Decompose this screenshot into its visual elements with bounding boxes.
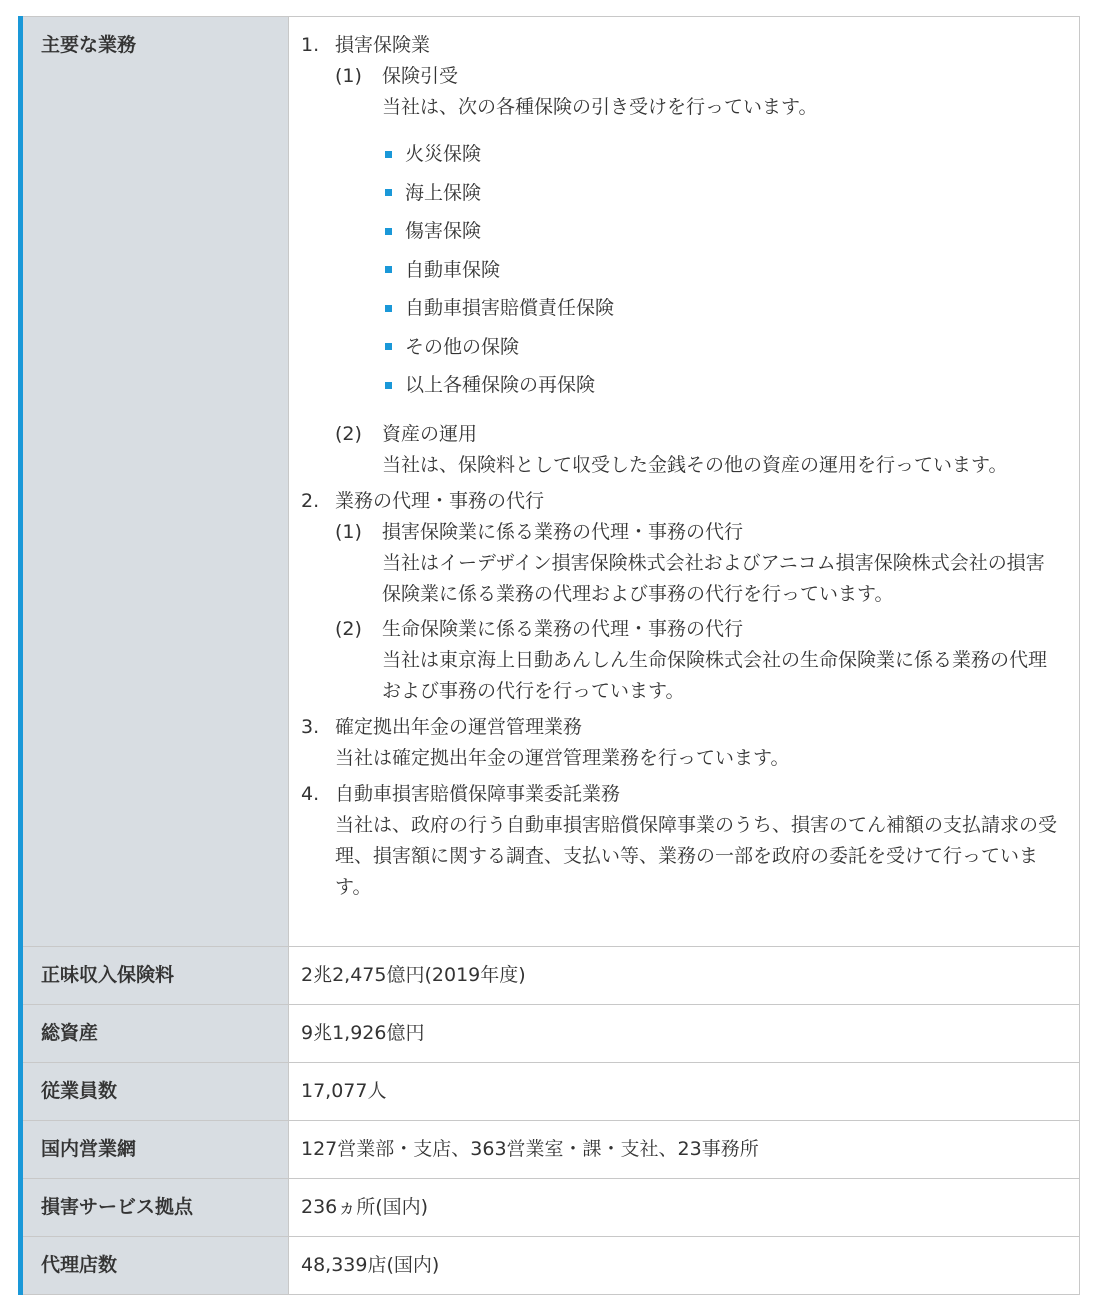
- sub-desc: 当社はイーデザイン損害保険株式会社およびアニコム損害保険株式会社の損害保険業に係る業務の代理および事務の代行を行っています。: [382, 551, 1045, 605]
- item-number: 4.: [301, 782, 320, 805]
- list-item: [382, 212, 1059, 251]
- sub-item-1-2: [335, 419, 1059, 481]
- square-bullet-icon: [385, 382, 392, 389]
- business-item-3: [301, 712, 1059, 774]
- square-bullet-icon: [385, 305, 392, 312]
- sub-desc: 当社は東京海上日動あんしん生命保険株式会社の生命保険業に係る業務の代理および事務の代行を行っています。: [382, 648, 1048, 702]
- row-label-business: 主要な業務: [21, 17, 289, 947]
- sub-title: 生命保険業に係る業務の代理・事務の代行: [382, 617, 744, 640]
- row-label-claims-bases: 損害サービス拠点: [21, 1179, 289, 1237]
- row-value-claims-bases: 236ヵ所(国内): [289, 1179, 1080, 1237]
- sub-title: 資産の運用: [382, 422, 478, 445]
- square-bullet-icon: [385, 151, 392, 158]
- sub-number: (2): [335, 422, 362, 445]
- row-value-network: 127営業部・支店、363営業室・課・支社、23事務所: [289, 1121, 1080, 1179]
- insurance-types: [382, 135, 1059, 405]
- sub-desc: 当社は、次の各種保険の引き受けを行っています。: [382, 96, 818, 118]
- row-value-premium: 2兆2,475億円(2019年度): [289, 947, 1080, 1005]
- sub-list: [335, 517, 1059, 707]
- sub-list: [335, 61, 1059, 481]
- sub-item-2-2: [335, 614, 1059, 707]
- sub-item-1-1: [335, 61, 1059, 415]
- sub-desc: 当社は、保険料として収受した金銭その他の資産の運用を行っています。: [382, 453, 1008, 476]
- row-premium: [21, 947, 1080, 1005]
- business-content: [289, 17, 1080, 947]
- item-title: 損害保険業: [335, 34, 431, 56]
- sub-number: (1): [335, 65, 362, 87]
- bullet-text: 海上保険: [405, 181, 482, 204]
- list-item: [382, 366, 1059, 405]
- square-bullet-icon: [385, 266, 392, 273]
- row-assets: [21, 1005, 1080, 1063]
- row-value-employees: 17,077人: [289, 1063, 1080, 1121]
- item-title: 業務の代理・事務の代行: [335, 489, 545, 512]
- row-label-agencies: 代理店数: [21, 1237, 289, 1295]
- item-title: 確定拠出年金の運営管理業務: [335, 715, 583, 738]
- square-bullet-icon: [385, 189, 392, 196]
- item-desc: 当社は確定拠出年金の運営管理業務を行っています。: [335, 746, 790, 769]
- sub-item-2-1: [335, 517, 1059, 610]
- item-number: 3.: [301, 715, 320, 738]
- row-label-assets: 総資産: [21, 1005, 289, 1063]
- business-item-1: [301, 30, 1059, 481]
- business-item-2: [301, 486, 1059, 707]
- list-item: [382, 251, 1059, 290]
- item-number: 1.: [301, 34, 320, 56]
- sub-title: 保険引受: [382, 65, 459, 87]
- company-info-table: [18, 16, 1080, 1295]
- list-item: [382, 135, 1059, 174]
- row-claims-bases: [21, 1179, 1080, 1237]
- item-desc: 当社は、政府の行う自動車損害賠償保障事業のうち、損害のてん補額の支払請求の受理、損害額に関する調査、支払い等、業務の一部を政府の委託を受けて行っています。: [335, 813, 1058, 898]
- row-network: [21, 1121, 1080, 1179]
- business-list: [301, 30, 1059, 903]
- row-business: [21, 17, 1080, 947]
- bullet-text: 火災保険: [405, 143, 482, 165]
- square-bullet-icon: [385, 343, 392, 350]
- bullet-text: 以上各種保険の再保険: [405, 374, 596, 396]
- row-agencies: [21, 1237, 1080, 1295]
- bullet-text: その他の保険: [405, 335, 520, 358]
- list-item: [382, 289, 1059, 328]
- company-info: [18, 16, 1080, 1295]
- list-item: [382, 174, 1059, 213]
- square-bullet-icon: [385, 228, 392, 235]
- bullet-text: 自動車損害賠償責任保険: [405, 297, 615, 319]
- row-value-agencies: 48,339店(国内): [289, 1237, 1080, 1295]
- item-number: 2.: [301, 489, 320, 512]
- business-item-4: [301, 779, 1059, 903]
- item-title: 自動車損害賠償保障事業委託業務: [335, 782, 621, 805]
- row-label-network: 国内営業網: [21, 1121, 289, 1179]
- sub-number: (1): [335, 520, 362, 543]
- sub-number: (2): [335, 617, 362, 640]
- row-label-employees: 従業員数: [21, 1063, 289, 1121]
- bullet-text: 傷害保険: [405, 220, 482, 242]
- bullet-text: 自動車保険: [405, 258, 501, 281]
- row-value-assets: 9兆1,926億円: [289, 1005, 1080, 1063]
- row-label-premium: 正味収入保険料: [21, 947, 289, 1005]
- row-employees: [21, 1063, 1080, 1121]
- list-item: [382, 328, 1059, 367]
- sub-title: 損害保険業に係る業務の代理・事務の代行: [382, 520, 744, 543]
